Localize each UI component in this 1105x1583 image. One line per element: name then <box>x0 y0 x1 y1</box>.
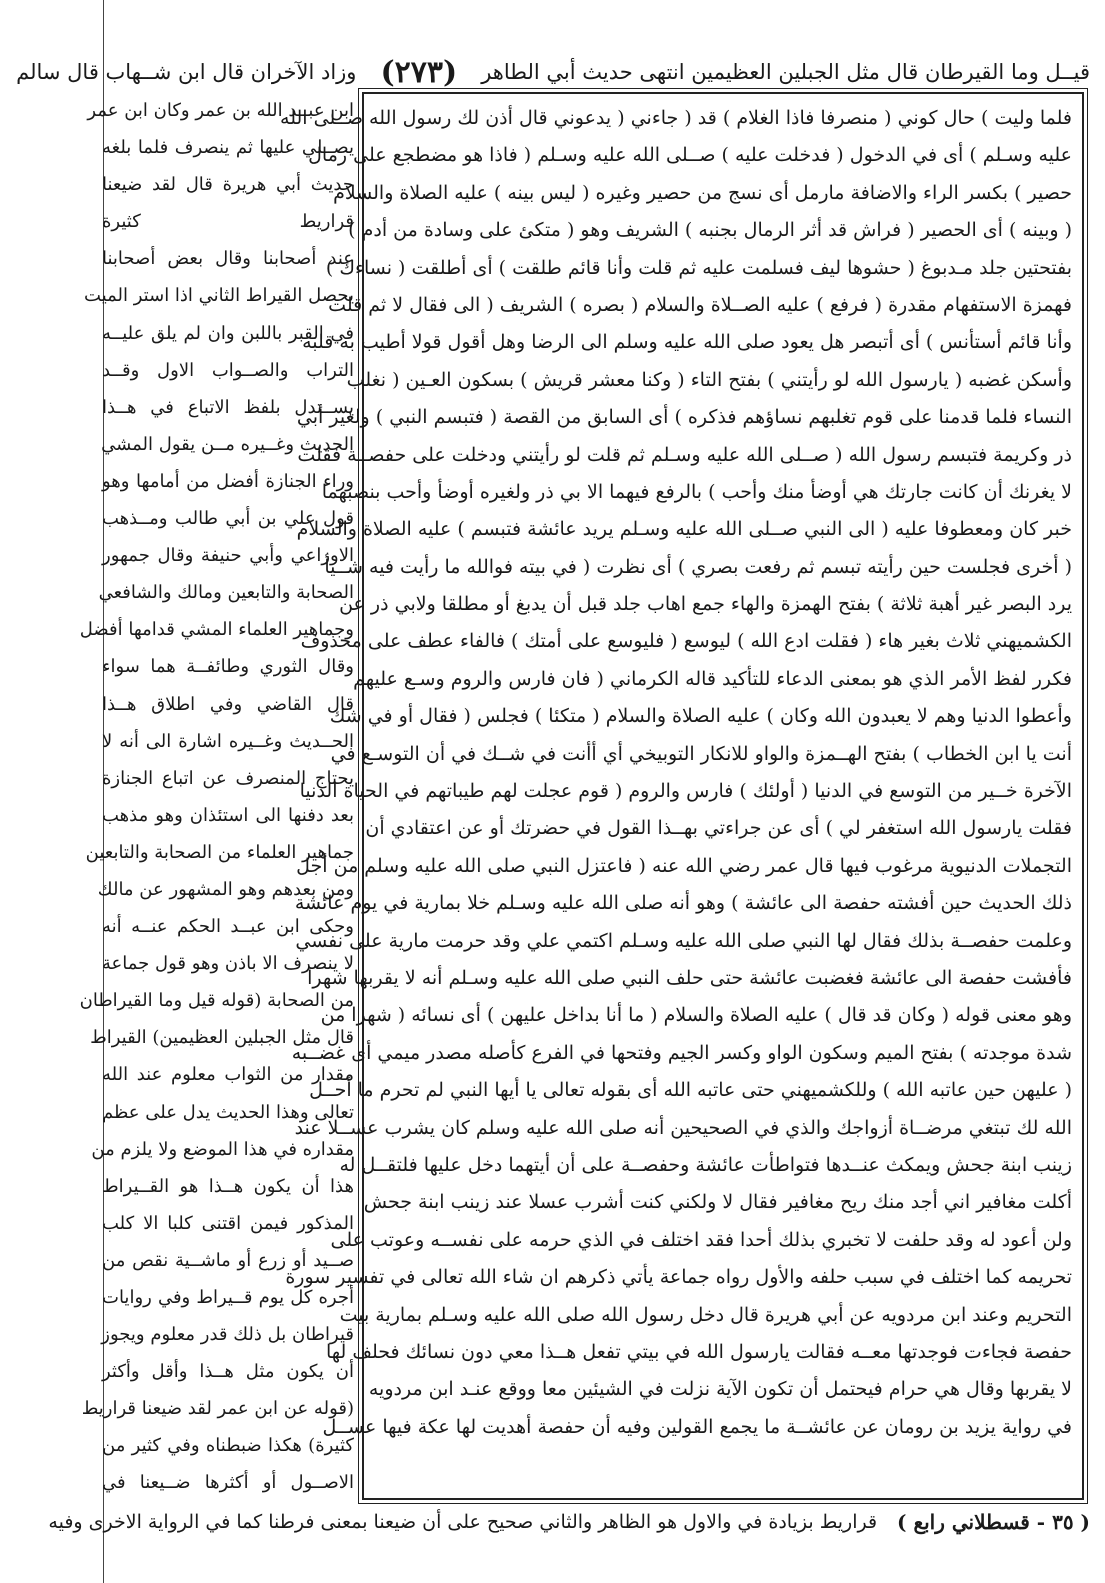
side-text-line: هذا أن يكون هــذا هو القــيراط <box>102 1175 354 1197</box>
side-text-line: ابن عبــد الله بن عمر وكان ابن عمر <box>87 100 354 121</box>
main-text-line: أكلت مغافير اني أجد منك ريح مغافير فقال لا ولكني كنت أشرب عسلا عند زينب ابنة جحش <box>363 1191 1072 1214</box>
side-text-line: حديث أبي هريرة قال لقد ضيعنا <box>102 174 354 196</box>
side-text-line: بعد دفنها الى استئذان وهو مذهب <box>102 804 354 826</box>
footer-text: قراريط بزيادة في والاول هو الظاهر والثاني صحيح على أن ضيعنا بمعنى فرطنا كما في الرواية الاخرى وفيه <box>48 1511 878 1533</box>
side-text-line: الاصــول أو أكثرها ضــيعنا في <box>102 1472 354 1494</box>
side-text-line: أن يكون مثل هــذا وأقل وأكثر <box>102 1361 354 1383</box>
side-commentary-column <box>79 92 354 1500</box>
side-text-line: كثيرة) هكذا ضبطناه وفي كثير من <box>102 1435 354 1457</box>
main-text-line: حفصة فجاءت فوجدتها معــه فقالت يارسول الله في بيتي تفعل هــذا معي دون نسائك فحلف لها <box>325 1340 1072 1363</box>
side-text-line: تعالى وهذا الحديث يدل على عظم <box>102 1101 354 1123</box>
main-text-line: زينب ابنة جحش ويمكث عنــدها فتواطأت عائشة وحفصــة على أن أيتهما دخل عليها فلتقــل له <box>339 1153 1072 1176</box>
main-text-line: الله لك تبتغي مرضــاة أزواجك والذي في الصحيحين أنه صلى الله عليه وسلم كان يشرب عســلا عند <box>294 1116 1072 1139</box>
main-text-line: وأعطوا الدنيا وهم لا يعبدون الله وكان ) عليه الصلاة والسلام ( متكئا ) فجلس ( فقال أو في شك <box>329 705 1072 728</box>
header-running-title: قيــل وما القيرطان قال مثل الجبلين العظيمين انتهى حديث أبي الطاهر <box>481 60 1090 84</box>
main-text-line: شدة موجدته ) بفتح الميم وسكون الواو وكسر الجيم وفتحها في الفرع كأصله مصدر ميمي أى غضــبه <box>291 1041 1072 1064</box>
side-text-line: الاوزاعي وأبي حنيفة وقال جمهور <box>102 545 354 567</box>
side-text-line: قال القاضي وفي اطلاق هــذا <box>102 693 354 715</box>
main-commentary-box <box>280 92 1084 1500</box>
main-text-line: وأنا قائم أستأنس ) أى أتبصر هل يعود صلى الله عليه وسلم الى الرضا وهل أقول قولا أطيب به قلبه <box>302 331 1072 354</box>
side-text-line: قول علي بن أبي طالب ومــذهب <box>102 508 354 530</box>
side-text-line: وراء الجنازة أفضل من أمامها وهو <box>102 470 354 492</box>
main-text-line: فقلت يارسول الله استغفر لي ) أى عن جراءتي بهــذا القول في حضرتك أو عن اعتقادي أن <box>365 817 1072 840</box>
side-text-line: صــيد أو زرع أو ماشــية نقص من <box>102 1249 354 1271</box>
page-number: (٢٧٣) <box>380 54 458 90</box>
side-text-line: التراب والصــواب الاول وقــد <box>102 359 354 381</box>
side-text-line: وجماهير العلماء المشي قدامها أفضل <box>79 619 354 641</box>
side-text-line: جماهير العلماء من الصحابة والتابعين <box>85 841 354 863</box>
main-text-line: ذلك الحديث حين أفشته حفصة الى عائشة ) وهو أنه صلى الله عليه وسـلم خلا بمارية في يوم عائشة <box>294 892 1072 915</box>
side-text-line: وحكى ابن عبــد الحكم عنــه أنه <box>102 916 354 938</box>
side-text-line: من الصحابة (قوله قيل وما القيراطان <box>79 990 354 1012</box>
main-text-line: خبر كان ومعطوفا عليه ( الى النبي صــلى الله عليه وسـلم يريد عائشة فتبسم ) عليه الصلاة والسلام <box>296 518 1072 541</box>
main-text-line: ذر وكريمة فتبسم رسول الله ( صــلى الله عليه وسـلم ثم قلت لو رأيتني ودخلت على حفصــة فقلت <box>297 443 1072 466</box>
page-header <box>16 52 1090 92</box>
side-text-line: يحتاج المنصرف عن اتباع الجنازة <box>102 767 354 789</box>
main-text-line: لا يقربها وقال هي حرام فيحتمل أن تكون الآية نزلت في الشيئين معا ووقع عنـد ابن مردويه <box>368 1378 1072 1401</box>
header-side-title: وزاد الآخران قال ابن شــهاب قال سالم <box>16 60 357 84</box>
side-text-line: يصــلي عليها ثم ينصرف فلما بلغه <box>102 137 354 159</box>
side-text-line: في القبر باللبن وان لم يلق عليــه <box>102 322 354 344</box>
side-text-line: الحديث وغــيره مــن يقول المشي <box>101 433 354 455</box>
side-text-line: مقداره في هذا الموضع ولا يلزم من <box>91 1138 354 1160</box>
side-text-line: عند أصحابنا وقال بعض أصحابنا <box>102 248 354 270</box>
main-text-line: فكرر لفظ الأمر الذي هو بمعنى الدعاء للتأكيد قاله الكرماني ( فان فارس والروم وسـع عليهم <box>353 667 1072 690</box>
main-text-line: فلما وليت ) حال كوني ( منصرفا فاذا الغلام ) قد ( جاءني ( يدعوني قال أذن لك رسول الله صــلى الله <box>280 107 1072 129</box>
side-text-line: قيراطان بل ذلك قدر معلوم ويجوز <box>101 1324 354 1346</box>
main-text-line: حصير ) بكسر الراء والاضافة مارمل أى نسج من حصير وغيره ( ليس بينه ) عليه الصلاة والسلام <box>333 181 1072 204</box>
side-text-line: ومن بعدهم وهو المشهور عن مالك <box>97 878 354 900</box>
main-text-line: النساء فلما قدمنا على قوم تغلبهم نساؤهم فذكره ) أى السابق من القصة ( فتبسم النبي ) ولغير أبي <box>296 406 1072 429</box>
side-text-line: مقدار من الثواب معلوم عند الله <box>102 1064 354 1086</box>
main-text-line: في رواية يزيد بن رومان عن عائشــة ما يجمع القولين وفيه أن حفصة أهديت لها عكة فيها عســل <box>322 1415 1072 1438</box>
main-text-line: وعلمت حفصــة بذلك فقال لها النبي صلى الله عليه وسـلم اكتمي علي وقد حرمت مارية على نفسي <box>295 929 1072 952</box>
side-text-line: الحــديث وغــيره اشارة الى أنه لا <box>102 730 354 752</box>
main-text-line: فأفشت حفصة الى عائشة فغضبت عائشة حتى حلف النبي صلى الله عليه وسـلم أنه لا يقربها شهرا <box>307 966 1072 989</box>
side-text-line: قال مثل الجبلين العظيمين) القيراط <box>90 1027 354 1049</box>
main-text-line: بفتحتين جلد مـدبوغ ( حشوها ليف فسلمت عليه ثم قلت وأنا قائم طلقت ) أى أطلقت ( نساءك ) <box>325 256 1072 279</box>
page-footer <box>48 1504 1090 1540</box>
main-text-line: ( عليهن حين عاتبه الله ) وللكشميهني حتى عاتبه الله أى بقوله تعالى يا أيها النبي لم تحرم ما أحــل <box>309 1079 1072 1102</box>
main-text-line: التجملات الدنيوية مرغوب فيها قال عمر رضي الله عنه ( فاعتزل النبي صلى الله عليه وسلم من أجل <box>296 854 1072 877</box>
side-text-line: المذكور فيمن اقتنى كلبا الا كلب <box>102 1212 354 1234</box>
main-text-line: لا يغرنك أن كانت جارتك هي أوضأ منك وأحب ) بالرفع فيهما الا بي ذر ولغيره أوضأ وأحب بنصبهما <box>321 480 1072 503</box>
side-text-line: وقال الثوري وطائفــة هما سواء <box>102 656 354 678</box>
main-text-line: تحريمه كما اختلف في سبب حلفه والأول رواه جماعة يأتي ذكرهم ان شاء الله تعالى في تفسير سورة <box>285 1266 1072 1289</box>
main-text-line: التحريم وعند ابن مردويه عن أبي هريرة قال دخل رسول الله صلى الله عليه وسـلم بمارية بيت <box>339 1303 1072 1326</box>
side-text-line: قراريط كثيرة <box>102 211 354 233</box>
main-text-line: ( وبينه ) أى الحصير ( فراش قد أثر الرمال بجنبه ) الشريف وهو ( متكئ على وسادة من أدم ) <box>348 219 1072 242</box>
main-text-line: أنت يا ابن الخطاب ) بفتح الهــمزة والواو للانكار التوبيخي أي أأنت في شــك في أن التوسـع في <box>330 742 1072 765</box>
side-text-line: يســتدل بلفظ الاتباع في هــذا <box>102 396 354 418</box>
side-text-line: يحصل القيراط الثاني اذا استر الميت <box>84 285 354 307</box>
main-text-line: ولن أعود له وقد حلفت لا تخبري بذلك أحدا فقد اختلف في الذي حرمه على نفســه وعوتب على <box>330 1228 1072 1251</box>
main-text-line: فهمزة الاستفهام مقدرة ( فرفع ) عليه الصــلاة والسلام ( بصره ) الشريف ( الى فقال لا ثم قلت <box>328 293 1072 316</box>
main-text-line: الآخرة خــير من التوسع في الدنيا ( أولئك ) فارس والروم ( قوم عجلت لهم طيباتهم في الحياة الدنيا <box>299 780 1072 803</box>
side-text-line: أجره كل يوم قــيراط وفي روايات <box>102 1287 354 1308</box>
volume-signature: ( ٣٥ - قسطلاني رابع ) <box>897 1510 1090 1534</box>
side-text-line: لا ينصرف الا باذن وهو قول جماعة <box>101 953 354 975</box>
main-text-line: يرد البصر غير أهبة ثلاثة ) بفتح الهمزة والهاء جمع اهاب جلد قبل أن يدبغ أو مطلقا ولابي ذر عن <box>339 593 1072 616</box>
side-text-line: الصحابة والتابعين ومالك والشافعي <box>98 582 354 604</box>
main-text-line: عليه وسـلم ) أى في الدخول ( فدخلت عليه ) صــلى الله عليه وسـلم ( فاذا هو مضطجع على رمال <box>308 144 1072 167</box>
main-text-line: وأسكن غضبه ( يارسول الله لو رأيتني ) بفتح التاء ( وكنا معشر قريش ) بسكون العـين ( نغلب <box>346 368 1072 391</box>
main-text-line: الكشميهني ثلاث بغير هاء ( فقلت ادع الله ) ليوسع ( فليوسع على أمتك ) فالفاء عطف على محذوف <box>300 630 1072 653</box>
main-text-line: وهو معنى قوله ( وكان قد قال ) عليه الصلاة والسلام ( ما أنا بداخل عليهن ) أى نسائه ( شهرا من <box>320 1004 1072 1027</box>
main-text-line: ( أخرى فجلست حين رأيته تبسم ثم رفعت بصري ) أى نظرت ( في بيته فوالله ما رأيت فيه شــيأ <box>324 555 1072 578</box>
side-text-line: (قوله عن ابن عمر لقد ضيعنا قراريط <box>81 1398 354 1420</box>
